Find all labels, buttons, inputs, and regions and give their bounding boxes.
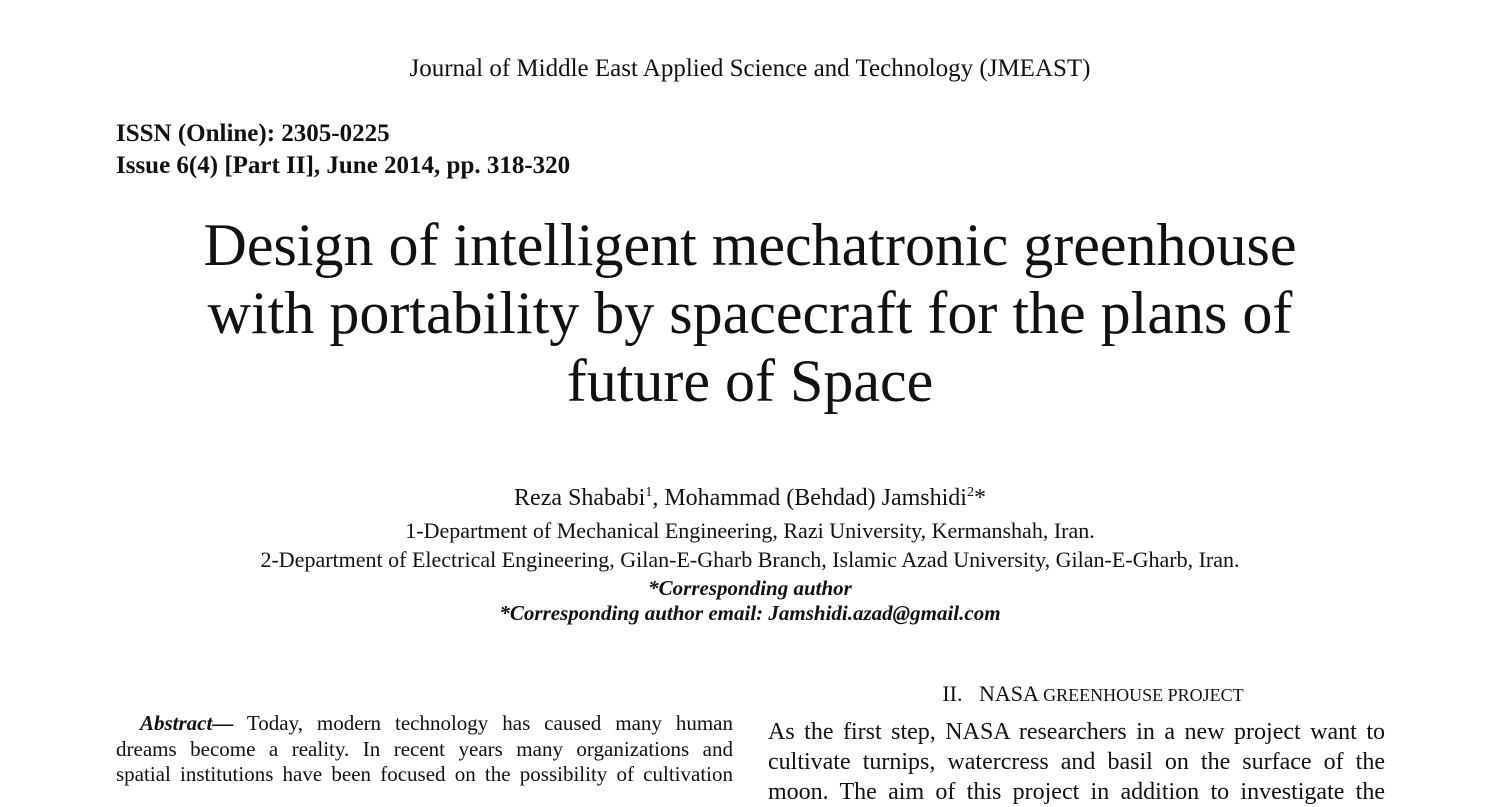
title-line: Design of intelligent mechatronic greenhouse — [203, 212, 1297, 278]
author-1: Reza Shababi — [514, 485, 646, 511]
body-line: moon. The aim of this project in addition to investigate the — [768, 779, 1385, 805]
corresponding-mark: * — [973, 485, 986, 511]
author-sep: , — [652, 485, 665, 511]
title-line: future of Space — [566, 348, 934, 414]
issue-info — [116, 118, 570, 182]
abstract-line: dreams become a reality. In recent years many organizations and — [116, 736, 733, 761]
author-2-affil: 2 — [966, 485, 974, 500]
affiliation-1: 1-Department of Mechanical Engineering, Razi University, Kermanshah, Iran. — [405, 518, 1095, 543]
body-line: cultivate turnips, watercress and basil on the surface of the — [768, 749, 1385, 775]
affiliation-2: 2-Department of Electrical Engineering, Gilan-E-Gharb Branch, Islamic Azad University, Gilan-E-Gharb, Iran. — [260, 547, 1240, 572]
body-line: As the first step, NASA researchers in a new project want to — [768, 719, 1385, 745]
corresponding-author: *Corresponding author — [648, 576, 852, 600]
author-2: Mohammad (Behdad) Jamshidi — [664, 485, 967, 511]
journal-header: Journal of Middle East Applied Science and Technology (JMEAST) — [409, 55, 1091, 82]
section-title-smallcaps: GREENHOUSE PROJECT — [1043, 685, 1244, 705]
abstract-line: spatial institutions have been focused on the possibility of cultivation — [116, 762, 733, 786]
authors — [0, 485, 1500, 512]
abstract-text: Today, modern technology has caused many human — [233, 711, 733, 735]
title-line: with portability by spacecraft for the plans of — [207, 280, 1293, 346]
issn: ISSN (Online): 2305-0225 — [116, 120, 390, 147]
section-number: II. — [942, 681, 963, 706]
section-title: NASA — [978, 681, 1038, 706]
abstract-line — [116, 711, 733, 737]
corresponding-email: *Corresponding author email: Jamshidi.azad@gmail.com — [499, 601, 1001, 625]
author-1-affil: 1 — [645, 485, 653, 500]
section-body — [768, 717, 1385, 807]
paper-title — [0, 211, 1500, 415]
abstract-label: Abstract— — [140, 711, 234, 735]
section-heading — [768, 681, 1418, 707]
abstract — [116, 711, 733, 788]
issue: Issue 6(4) [Part II], June 2014, pp. 318-320 — [116, 152, 571, 179]
